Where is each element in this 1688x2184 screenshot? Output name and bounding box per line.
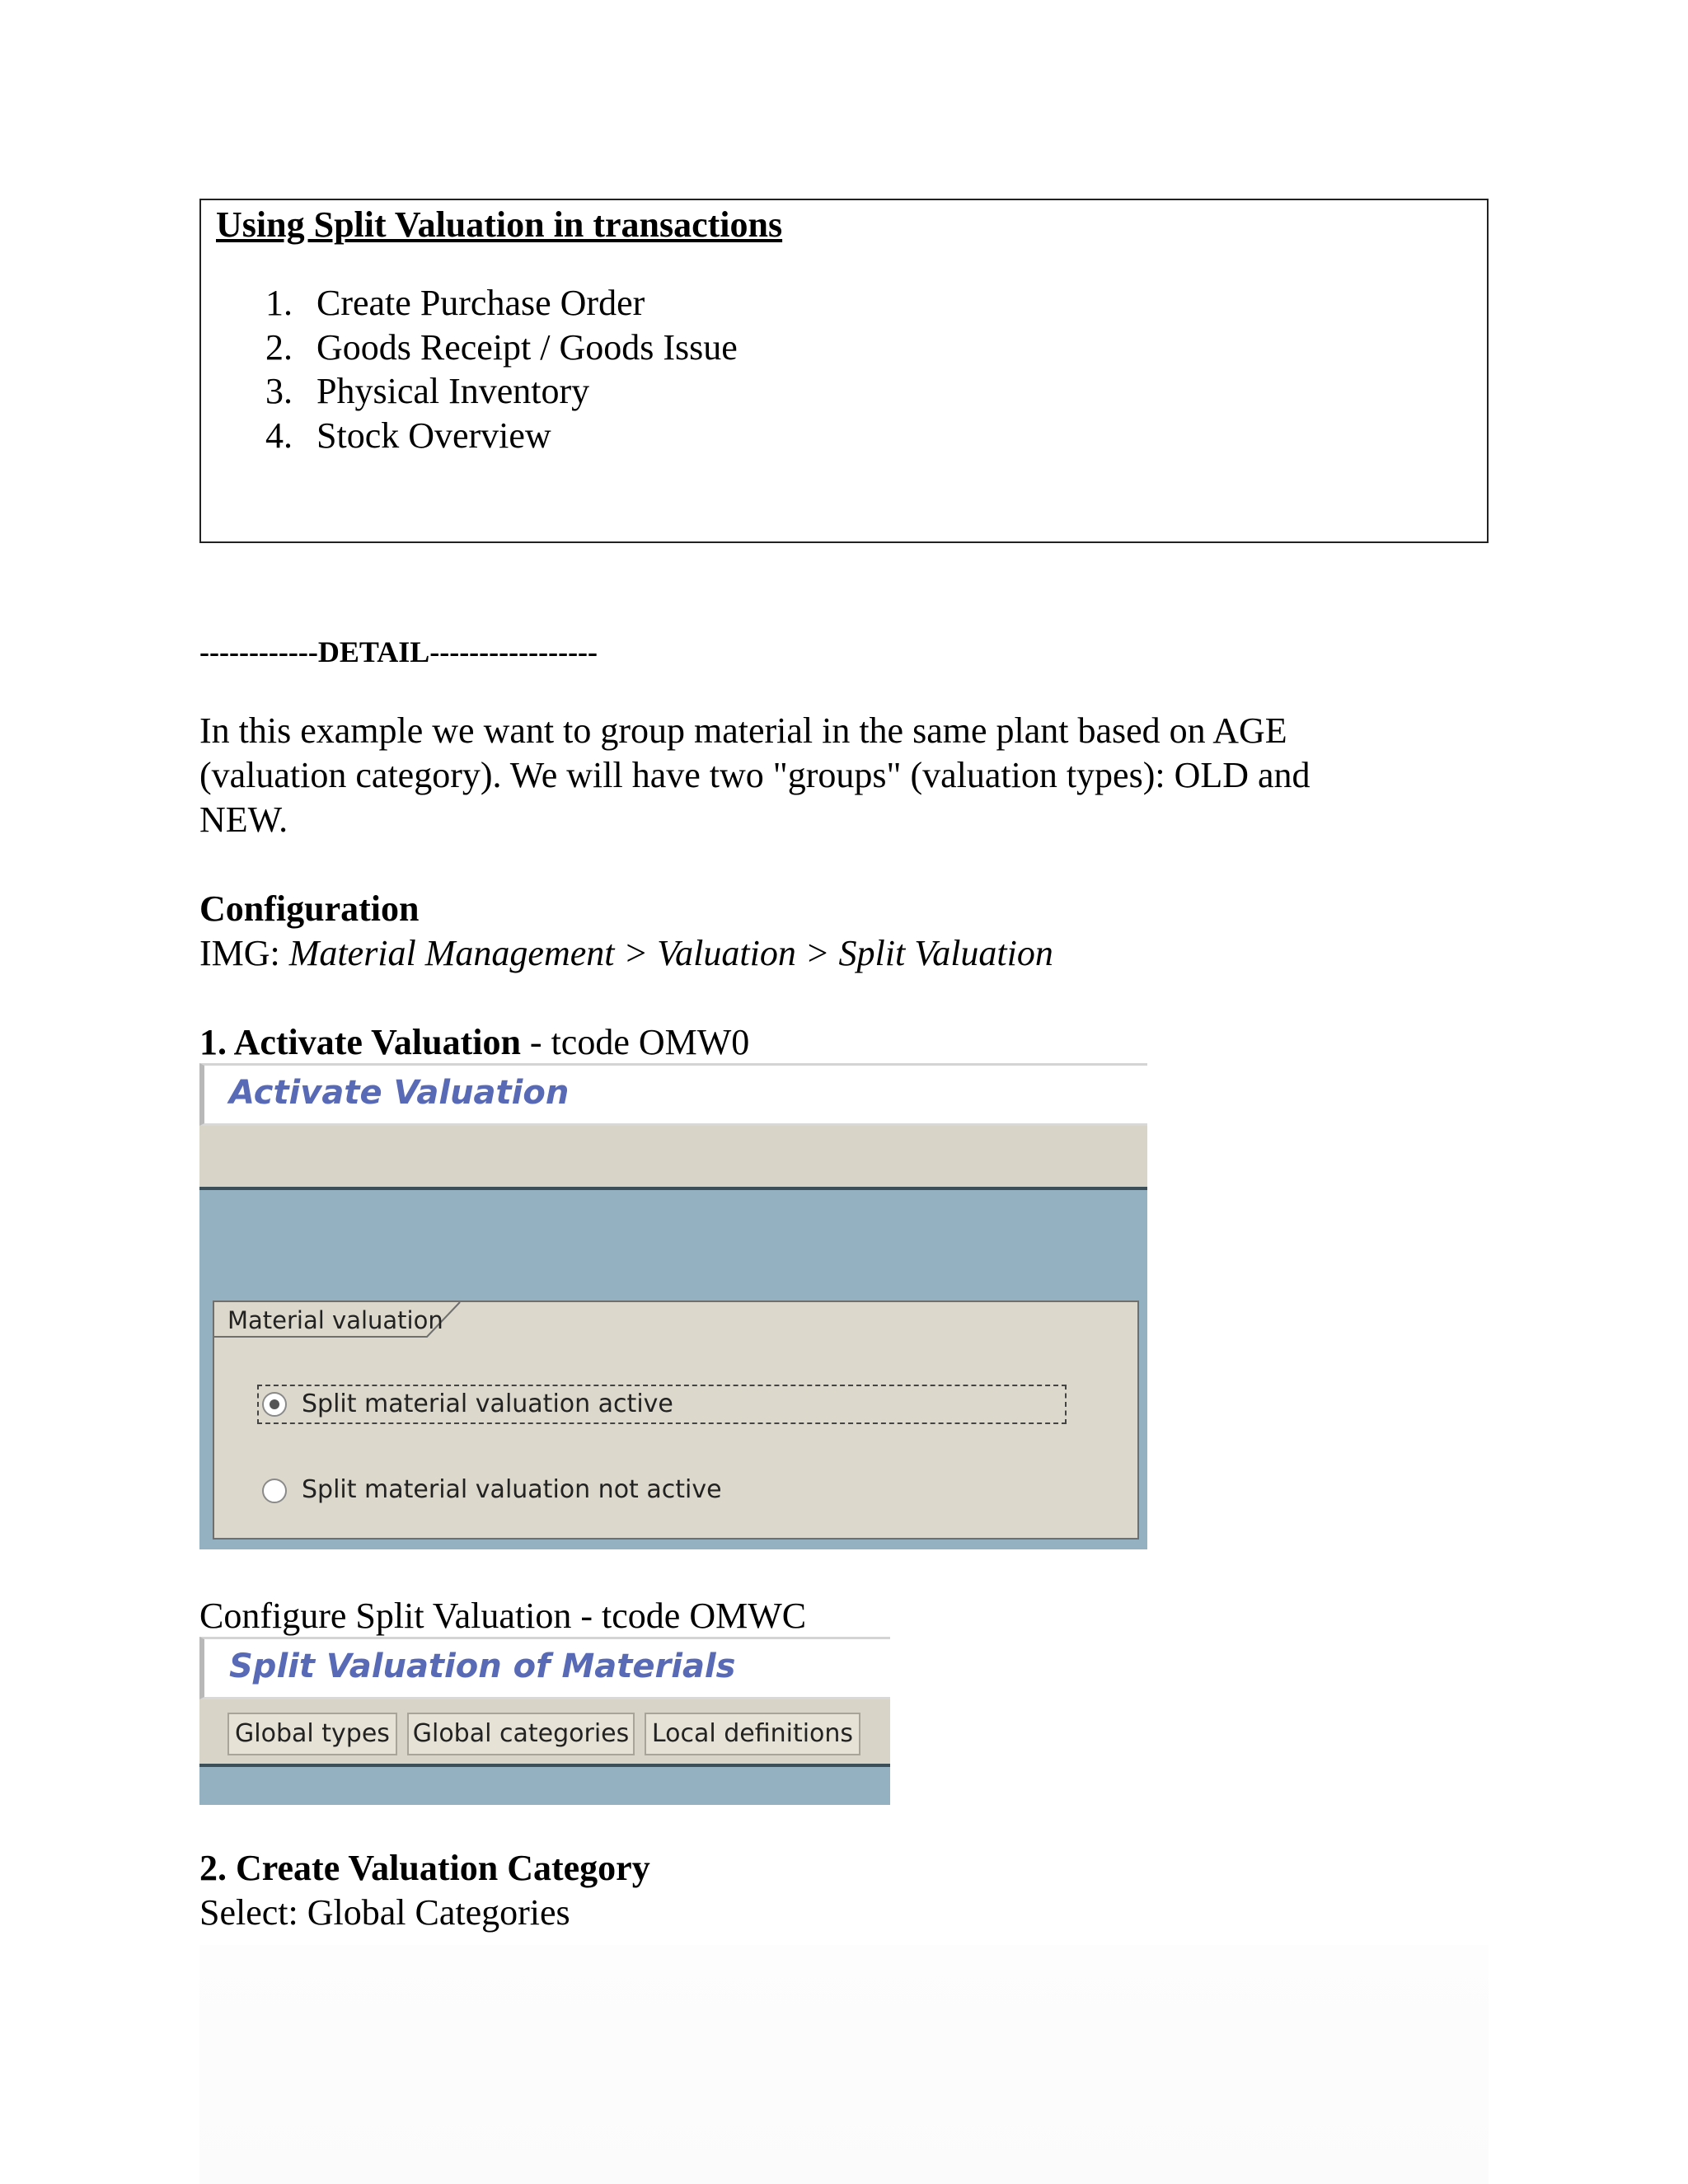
list-item [265,369,738,414]
split-content-area [199,1767,890,1805]
detail-divider: ------------DETAIL----------------- [199,635,598,668]
activate-title-bar [199,1063,1147,1126]
list-item-label: Stock Overview [316,415,551,456]
intro-line: In this example we want to group material in the same plant based on AGE [199,710,1287,751]
activate-toolbar [199,1126,1147,1187]
global-types-button[interactable]: Global types [227,1713,397,1755]
radio-split-inactive[interactable] [262,1479,287,1503]
radio-split-inactive-label[interactable]: Split material valuation not active [302,1475,722,1504]
intro-paragraph [199,709,1311,842]
configuration-heading: Configuration [199,888,420,929]
summary-list [265,281,738,457]
list-item-label: Goods Receipt / Goods Issue [316,326,738,368]
summary-box [199,199,1489,543]
img-path [199,931,1053,976]
global-categories-button[interactable]: Global categories [407,1713,635,1755]
img-path-prefix: IMG: [199,933,289,973]
img-path-value: Material Management > Valuation > Split Valuation [288,933,1053,973]
list-item-number: 3. [265,371,293,411]
blank-screenshot-area [199,1945,1489,2184]
list-item-number: 1. [265,283,293,323]
list-item-number: 2. [265,326,293,368]
radio-split-active[interactable] [262,1392,287,1417]
list-item [265,326,738,370]
activate-title: Activate Valuation [229,1074,570,1112]
split-title-bar [199,1637,890,1699]
split-title: Split Valuation of Materials [229,1647,736,1685]
split-toolbar [199,1699,890,1764]
intro-line: NEW. [199,799,288,840]
list-item-label: Physical Inventory [316,371,590,411]
step2-heading: 2. Create Valuation Category [199,1848,650,1888]
list-item [265,281,738,326]
list-item-number: 4. [265,415,293,456]
local-definitions-button[interactable]: Local definitions [645,1713,860,1755]
group-label: Material valuation [227,1306,443,1334]
material-valuation-group [213,1301,1139,1540]
list-item [265,414,738,458]
configure-text: Configure Split Valuation - tcode OMWC [199,1596,807,1636]
step1-heading [199,1020,749,1065]
step2-select-text: Select: Global Categories [199,1892,570,1933]
list-item-label: Create Purchase Order [316,283,645,323]
intro-line: (valuation category). We will have two "groups" (valuation types): OLD and [199,755,1311,795]
step1-title: 1. Activate Valuation [199,1022,521,1062]
step1-tcode: - tcode OMW0 [520,1022,750,1062]
summary-title: Using Split Valuation in transactions [216,204,783,245]
radio-selected-dot [270,1399,279,1409]
radio-split-active-label[interactable]: Split material valuation active [302,1390,673,1418]
